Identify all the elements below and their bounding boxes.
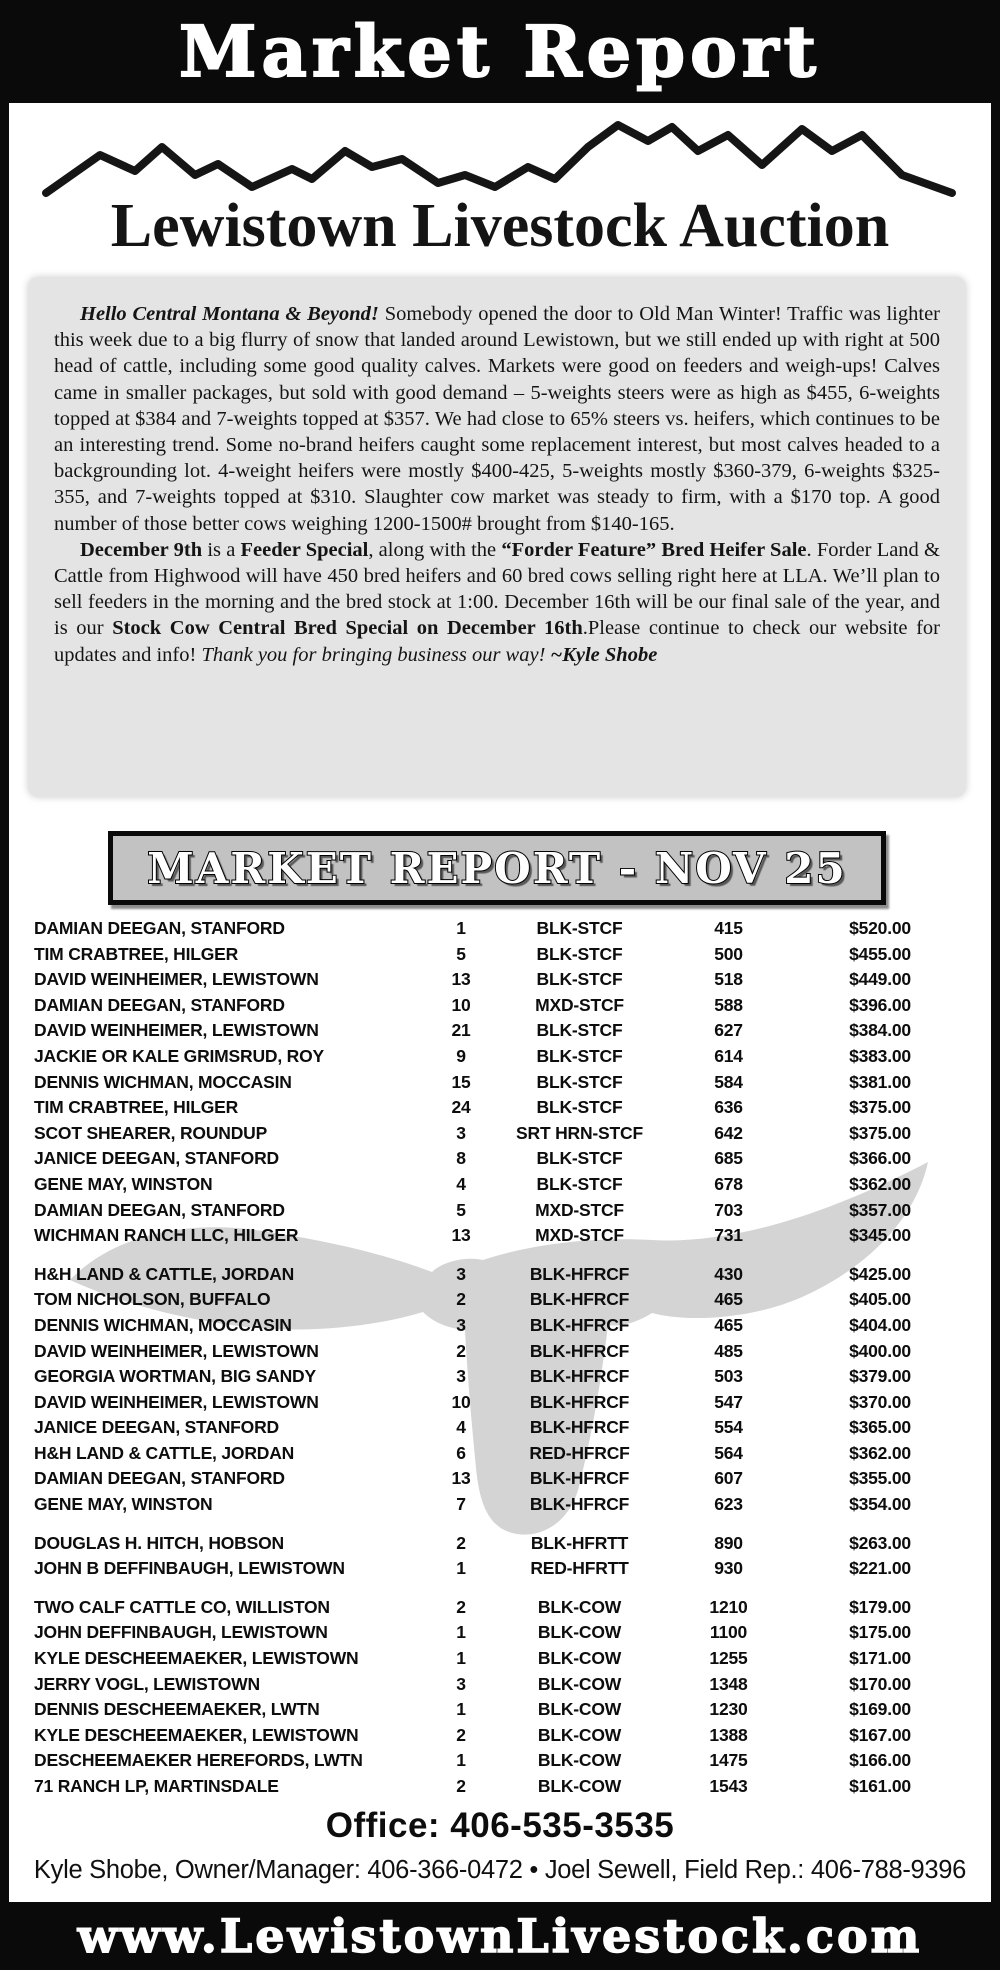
table-row — [30, 1697, 970, 1723]
price-cell: $383.00 — [849, 1045, 911, 1066]
table-row — [30, 1556, 970, 1582]
office-phone: Office: 406-535-3535 — [325, 1806, 675, 1845]
seller-cell: JERRY VOGL, LEWISTOWN — [34, 1673, 260, 1694]
price-cell: $365.00 — [849, 1417, 911, 1438]
newsletter-paragraph — [54, 301, 940, 537]
type-cell: BLK-HFRCF — [529, 1366, 630, 1387]
newsletter-note — [28, 277, 966, 797]
text-segment: “Forder Feature” Bred Heifer Sale — [501, 538, 807, 561]
seller-cell: H&H LAND & CATTLE, JORDAN — [34, 1263, 295, 1284]
price-cell: $169.00 — [849, 1699, 911, 1720]
table-row — [30, 1172, 970, 1198]
seller-cell: GEORGIA WORTMAN, BIG SANDY — [34, 1366, 316, 1387]
weight-cell: 627 — [714, 1020, 743, 1041]
type-cell: BLK-COW — [537, 1596, 622, 1617]
head-count-cell: 2 — [456, 1289, 466, 1310]
head-count-cell: 3 — [456, 1263, 466, 1284]
head-count-cell: 3 — [456, 1314, 466, 1335]
type-cell: BLK-HFRCF — [529, 1340, 630, 1361]
table-row — [30, 942, 970, 968]
text-segment: December 9th — [80, 538, 203, 561]
seller-cell: TIM CRABTREE, HILGER — [34, 1097, 239, 1118]
price-cell: $167.00 — [849, 1724, 911, 1745]
weight-cell: 503 — [714, 1366, 743, 1387]
head-count-cell: 24 — [451, 1097, 471, 1118]
head-count-cell: 2 — [456, 1724, 466, 1745]
seller-cell: SCOT SHEARER, ROUNDUP — [34, 1122, 268, 1143]
price-cell: $355.00 — [849, 1468, 911, 1489]
table-row — [30, 1415, 970, 1441]
head-count-cell: 1 — [456, 918, 466, 938]
weight-cell: 890 — [714, 1532, 743, 1553]
type-cell: BLK-STCF — [536, 1148, 623, 1169]
table-row — [30, 1121, 970, 1147]
text-segment: Somebody opened the door to Old Man Winter! Traffic was lighter this week due to a big flurry of snow that landed around Lewistown, but we still ended up with right at 500 head of cattle, including some good quality calves. Markets were good on feeders and weigh-ups! Calves came in smaller packages, but sold with good demand – 5-weights steers were as high as $455, 6-weights topped at $384 and 7-weights topped at $357. We had close to 65% steers vs. heifers, which continues to be an interesting trend. Some no-brand heifers caught some replacement interest, but most calves headed to a backgrounding lot. 4-weight heifers were mostly $400-425, 5-weights mostly $360-379, 6-weights $325-355, and 7-weights topped at $310. Slaughter cow market was steady to firm, with a $170 top. A good number of those better cows weighing 1200-1500# brought from $140-165. — [54, 303, 940, 535]
price-cell: $170.00 — [849, 1673, 911, 1694]
type-cell: RED-HFRTT — [530, 1558, 629, 1579]
head-count-cell: 1 — [456, 1699, 466, 1720]
head-count-cell: 15 — [451, 1071, 471, 1092]
table-row — [30, 1492, 970, 1518]
table-row — [30, 967, 970, 993]
table-row — [30, 1390, 970, 1416]
weight-cell: 930 — [714, 1558, 743, 1579]
type-cell: BLK-STCF — [536, 1071, 623, 1092]
weight-cell: 636 — [714, 1097, 743, 1118]
type-cell: BLK-STCF — [536, 1173, 623, 1194]
price-cell: $384.00 — [849, 1020, 911, 1041]
head-count-cell: 2 — [456, 1776, 466, 1796]
weight-cell: 430 — [714, 1263, 743, 1284]
table-row — [30, 916, 970, 942]
head-count-cell: 9 — [456, 1045, 466, 1066]
text-segment: Feeder Special — [240, 538, 369, 561]
table-row — [30, 1620, 970, 1646]
weight-cell: 685 — [714, 1148, 743, 1169]
weight-cell: 623 — [714, 1494, 743, 1515]
table-group — [30, 1262, 970, 1518]
seller-cell: DAMIAN DEEGAN, STANFORD — [34, 918, 285, 938]
head-count-cell: 3 — [456, 1366, 466, 1387]
price-cell: $370.00 — [849, 1391, 911, 1412]
table-row — [30, 1748, 970, 1774]
head-count-cell: 1 — [456, 1750, 466, 1771]
seller-cell: DAVID WEINHEIMER, LEWISTOWN — [34, 1020, 319, 1041]
table-row — [30, 1646, 970, 1672]
type-cell: BLK-HFRCF — [529, 1494, 630, 1515]
price-cell: $366.00 — [849, 1148, 911, 1169]
weight-cell: 518 — [714, 969, 743, 990]
type-cell: BLK-COW — [537, 1622, 622, 1643]
text-segment: ~Kyle Shobe — [550, 643, 658, 666]
price-cell: $381.00 — [849, 1071, 911, 1092]
type-cell: SRT HRN-STCF — [516, 1122, 643, 1143]
website-banner — [0, 1902, 1000, 1970]
seller-cell: H&H LAND & CATTLE, JORDAN — [34, 1442, 295, 1463]
weight-cell: 1100 — [709, 1622, 748, 1643]
price-cell: $449.00 — [849, 969, 911, 990]
head-count-cell: 8 — [456, 1148, 466, 1169]
price-cell: $161.00 — [849, 1776, 911, 1796]
seller-cell: JOHN DEFFINBAUGH, LEWISTOWN — [34, 1622, 328, 1643]
auction-logo — [9, 103, 991, 268]
type-cell: BLK-STCF — [536, 918, 623, 938]
page-title: Market Report — [178, 10, 822, 93]
weight-cell: 1210 — [709, 1596, 748, 1617]
head-count-cell: 5 — [456, 1199, 466, 1220]
table-row — [30, 1070, 970, 1096]
type-cell: BLK-STCF — [536, 1045, 623, 1066]
head-count-cell: 7 — [456, 1494, 466, 1515]
price-cell: $404.00 — [849, 1314, 911, 1335]
weight-cell: 465 — [714, 1314, 743, 1335]
weight-cell: 642 — [714, 1122, 743, 1143]
weight-cell: 415 — [714, 918, 743, 938]
seller-cell: WICHMAN RANCH LLC, HILGER — [34, 1225, 299, 1246]
price-cell: $179.00 — [849, 1596, 911, 1617]
seller-cell: DENNIS WICHMAN, MOCCASIN — [34, 1314, 292, 1335]
weight-cell: 614 — [714, 1045, 743, 1066]
price-cell: $425.00 — [849, 1263, 911, 1284]
weight-cell: 678 — [714, 1173, 743, 1194]
seller-cell: DAVID WEINHEIMER, LEWISTOWN — [34, 1391, 319, 1412]
price-cell: $375.00 — [849, 1122, 911, 1143]
type-cell: BLK-HFRCF — [529, 1289, 630, 1310]
head-count-cell: 2 — [456, 1596, 466, 1617]
weight-cell: 465 — [714, 1289, 743, 1310]
head-count-cell: 1 — [456, 1648, 466, 1669]
seller-cell: DAMIAN DEEGAN, STANFORD — [34, 994, 285, 1015]
weight-cell: 564 — [714, 1442, 743, 1463]
type-cell: BLK-COW — [537, 1750, 622, 1771]
head-count-cell: 13 — [451, 1468, 471, 1489]
text-segment: .Please continue to check our website for updates and info! — [54, 617, 941, 666]
seller-cell: KYLE DESCHEEMAEKER, LEWISTOWN — [34, 1724, 359, 1745]
top-banner — [0, 0, 1000, 103]
seller-cell: DENNIS DESCHEEMAEKER, LWTN — [34, 1699, 320, 1720]
price-cell: $375.00 — [849, 1097, 911, 1118]
weight-cell: 485 — [714, 1340, 743, 1361]
head-count-cell: 5 — [456, 943, 466, 964]
type-cell: MXD-STCF — [535, 994, 624, 1015]
text-segment: is a — [202, 538, 241, 561]
seller-cell: TOM NICHOLSON, BUFFALO — [34, 1289, 271, 1310]
type-cell: BLK-STCF — [536, 1020, 623, 1041]
head-count-cell: 6 — [456, 1442, 466, 1463]
price-cell: $345.00 — [849, 1225, 911, 1246]
seller-cell: DENNIS WICHMAN, MOCCASIN — [34, 1071, 292, 1092]
head-count-cell: 2 — [456, 1532, 466, 1553]
price-cell: $520.00 — [849, 918, 911, 938]
table-row — [30, 1364, 970, 1390]
table-row — [30, 1531, 970, 1557]
type-cell: MXD-STCF — [535, 1199, 624, 1220]
head-count-cell: 13 — [451, 969, 471, 990]
price-cell: $166.00 — [849, 1750, 911, 1771]
price-cell: $362.00 — [849, 1173, 911, 1194]
price-cell: $455.00 — [849, 943, 911, 964]
weight-cell: 731 — [714, 1225, 743, 1246]
type-cell: BLK-STCF — [536, 943, 623, 964]
price-cell: $379.00 — [849, 1366, 911, 1387]
type-cell: BLK-COW — [537, 1724, 622, 1745]
type-cell: MXD-STCF — [535, 1225, 624, 1246]
text-segment: Stock Cow Central Bred Special on December 16th — [112, 617, 583, 640]
table-row — [30, 1672, 970, 1698]
head-count-cell: 3 — [456, 1673, 466, 1694]
auction-name: Lewistown Livestock Auction — [110, 192, 890, 260]
newsletter-paragraph — [54, 537, 940, 668]
table-row — [30, 1313, 970, 1339]
type-cell: BLK-STCF — [536, 969, 623, 990]
type-cell: BLK-COW — [537, 1699, 622, 1720]
weight-cell: 554 — [714, 1417, 743, 1438]
weight-cell: 1348 — [709, 1673, 748, 1694]
seller-cell: TWO CALF CATTLE CO, WILLISTON — [34, 1596, 330, 1617]
weight-cell: 584 — [714, 1071, 743, 1092]
seller-cell: JANICE DEEGAN, STANFORD — [34, 1148, 279, 1169]
price-cell: $400.00 — [849, 1340, 911, 1361]
weight-cell: 1475 — [709, 1750, 748, 1771]
weight-cell: 1255 — [709, 1648, 748, 1669]
seller-cell: JOHN B DEFFINBAUGH, LEWISTOWN — [34, 1558, 345, 1579]
seller-cell: DAMIAN DEEGAN, STANFORD — [34, 1199, 285, 1220]
seller-cell: DOUGLAS H. HITCH, HOBSON — [34, 1532, 284, 1553]
market-report-title: MARKET REPORT - NOV 25 — [147, 843, 847, 893]
head-count-cell: 1 — [456, 1622, 466, 1643]
table-row — [30, 1339, 970, 1365]
sales-table — [30, 916, 970, 1813]
type-cell: BLK-HFRCF — [529, 1391, 630, 1412]
price-cell: $354.00 — [849, 1494, 911, 1515]
head-count-cell: 4 — [456, 1173, 466, 1194]
table-row — [30, 1723, 970, 1749]
price-cell: $396.00 — [849, 994, 911, 1015]
table-row — [30, 1774, 970, 1800]
seller-cell: DAVID WEINHEIMER, LEWISTOWN — [34, 1340, 319, 1361]
price-cell: $405.00 — [849, 1289, 911, 1310]
seller-cell: DAMIAN DEEGAN, STANFORD — [34, 1468, 285, 1489]
price-cell: $175.00 — [849, 1622, 911, 1643]
weight-cell: 547 — [714, 1391, 743, 1412]
table-row — [30, 1146, 970, 1172]
text-segment: . Forder Land & Cattle from Highwood will have 450 bred heifers and 60 bred cows selling right here at LLA. We’ll plan to sell feeders in the morning and the bred stock at 1:00. December 16th will be our final sale of the year, and is our — [54, 538, 940, 640]
type-cell: BLK-COW — [537, 1673, 622, 1694]
price-cell: $221.00 — [849, 1558, 911, 1579]
website-url: www.LewistownLivestock.com — [77, 1909, 923, 1963]
table-row — [30, 1595, 970, 1621]
type-cell: RED-HFRCF — [529, 1442, 630, 1463]
head-count-cell: 21 — [451, 1020, 471, 1041]
text-segment: Hello Central Montana & Beyond! — [80, 303, 379, 325]
contacts-line: Kyle Shobe, Owner/Manager: 406-366-0472 • Joel Sewell, Field Rep.: 406-788-9396 — [33, 1856, 967, 1884]
weight-cell: 1230 — [709, 1699, 748, 1720]
market-report-header — [108, 831, 886, 905]
table-row — [30, 993, 970, 1019]
table-row — [30, 1466, 970, 1492]
seller-cell: 71 RANCH LP, MARTINSDALE — [34, 1776, 279, 1796]
table-row — [30, 1018, 970, 1044]
table-row — [30, 1287, 970, 1313]
weight-cell: 607 — [714, 1468, 743, 1489]
weight-cell: 1388 — [709, 1724, 748, 1745]
seller-cell: DESCHEEMAEKER HEREFORDS, LWTN — [34, 1750, 363, 1771]
type-cell: BLK-HFRCF — [529, 1468, 630, 1489]
seller-cell: JACKIE OR KALE GRIMSRUD, ROY — [34, 1045, 324, 1066]
type-cell: BLK-HFRCF — [529, 1417, 630, 1438]
table-row — [30, 1198, 970, 1224]
seller-cell: TIM CRABTREE, HILGER — [34, 943, 239, 964]
table-row — [30, 1095, 970, 1121]
weight-cell: 703 — [714, 1199, 743, 1220]
table-row — [30, 1441, 970, 1467]
seller-cell: GENE MAY, WINSTON — [34, 1173, 213, 1194]
seller-cell: DAVID WEINHEIMER, LEWISTOWN — [34, 969, 319, 990]
table-group — [30, 1595, 970, 1800]
weight-cell: 1543 — [709, 1776, 748, 1796]
type-cell: BLK-COW — [537, 1776, 622, 1796]
price-cell: $171.00 — [849, 1648, 911, 1669]
seller-cell: JANICE DEEGAN, STANFORD — [34, 1417, 279, 1438]
type-cell: BLK-HFRTT — [530, 1532, 629, 1553]
mountains-icon — [40, 109, 960, 197]
price-cell: $357.00 — [849, 1199, 911, 1220]
table-row — [30, 1044, 970, 1070]
head-count-cell: 13 — [451, 1225, 471, 1246]
head-count-cell: 10 — [451, 1391, 471, 1412]
seller-cell: GENE MAY, WINSTON — [34, 1494, 213, 1515]
weight-cell: 588 — [714, 994, 743, 1015]
text-segment: Thank you for bringing business our way! — [201, 643, 551, 666]
type-cell: BLK-COW — [537, 1648, 622, 1669]
text-segment: , along with the — [368, 538, 502, 561]
type-cell: BLK-HFRCF — [529, 1314, 630, 1335]
type-cell: BLK-STCF — [536, 1097, 623, 1118]
weight-cell: 500 — [714, 943, 743, 964]
head-count-cell: 1 — [456, 1558, 466, 1579]
table-group — [30, 916, 970, 1249]
table-group — [30, 1531, 970, 1582]
type-cell: BLK-HFRCF — [529, 1263, 630, 1284]
price-cell: $362.00 — [849, 1442, 911, 1463]
seller-cell: KYLE DESCHEEMAEKER, LEWISTOWN — [34, 1648, 359, 1669]
head-count-cell: 4 — [456, 1417, 466, 1438]
left-frame-border — [0, 103, 9, 1902]
price-cell: $263.00 — [849, 1532, 911, 1553]
head-count-cell: 10 — [451, 994, 471, 1015]
head-count-cell: 2 — [456, 1340, 466, 1361]
table-row — [30, 1262, 970, 1288]
head-count-cell: 3 — [456, 1122, 466, 1143]
table-row — [30, 1223, 970, 1249]
right-frame-border — [991, 103, 1000, 1902]
